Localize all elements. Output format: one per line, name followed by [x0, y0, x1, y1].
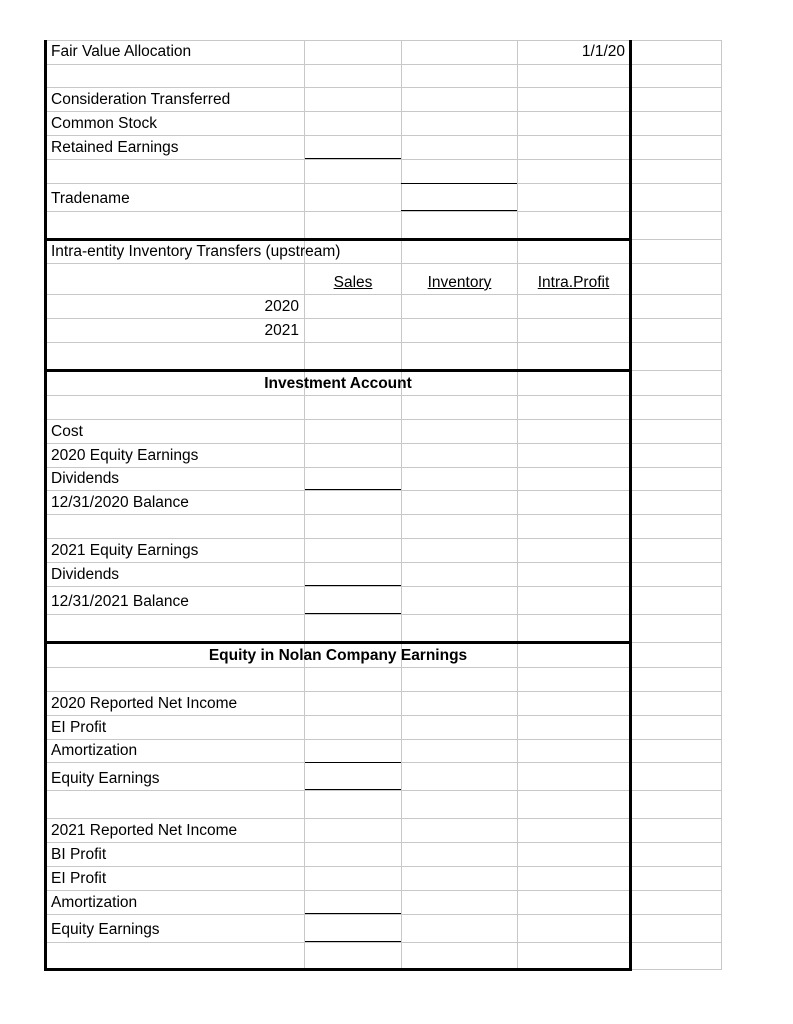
total-line: [305, 613, 401, 614]
row-line: [45, 490, 722, 491]
equity-earnings-2021-total-label: Equity Earnings: [51, 921, 160, 938]
total-line: [305, 489, 401, 490]
col-line: [721, 40, 722, 970]
balance-2021-label: 12/31/2021 Balance: [51, 593, 189, 610]
reported-net-income-2020-label: 2020 Reported Net Income: [51, 695, 238, 712]
row-line: [45, 342, 722, 343]
equity-earnings-2020-label: 2020 Equity Earnings: [51, 447, 199, 464]
retained-earnings-label: Retained Earnings: [51, 139, 179, 156]
cost-label: Cost: [51, 423, 83, 440]
total-line: [305, 941, 401, 942]
tradename-label: Tradename: [51, 190, 130, 207]
dividends-2020-label: Dividends: [51, 470, 120, 487]
section-divider: [44, 369, 632, 372]
intra-entity-title: Intra-entity Inventory Transfers (upstream): [51, 243, 341, 260]
inventory-header: Inventory: [427, 274, 492, 291]
row-line: [45, 914, 722, 915]
ei-profit-2021-label: EI Profit: [51, 870, 107, 887]
total-line: [305, 585, 401, 586]
bi-profit-2021-label: BI Profit: [51, 846, 107, 863]
row-line: [45, 443, 722, 444]
total-line: [401, 183, 517, 184]
common-stock-label: Common Stock: [51, 115, 157, 132]
table-border-bottom: [44, 968, 632, 971]
dividends-2021-label: Dividends: [51, 566, 120, 583]
balance-2020-label: 12/31/2020 Balance: [51, 494, 189, 511]
row-line: [45, 614, 722, 615]
year-2021-label: 2021: [264, 322, 299, 339]
amortization-2020-label: Amortization: [51, 742, 138, 759]
total-line: [305, 762, 401, 763]
total-line: [305, 789, 401, 790]
investment-account-title: Investment Account: [264, 375, 412, 392]
row-line: [45, 111, 722, 112]
equity-earnings-2021-label: 2021 Equity Earnings: [51, 542, 199, 559]
row-line: [45, 395, 722, 396]
fair-value-date: 1/1/20: [581, 43, 625, 60]
reported-net-income-2021-label: 2021 Reported Net Income: [51, 822, 238, 839]
total-line: [305, 158, 401, 159]
row-line: [45, 715, 722, 716]
ei-profit-2020-label: EI Profit: [51, 719, 107, 736]
row-line: [45, 40, 722, 41]
row-line: [45, 790, 722, 791]
row-line: [45, 467, 722, 468]
section-divider: [44, 641, 632, 644]
row-line: [45, 739, 722, 740]
col-line: [304, 40, 305, 970]
consideration-transferred-label: Consideration Transferred: [51, 91, 231, 108]
row-line: [45, 691, 722, 692]
row-line: [45, 842, 722, 843]
row-line: [45, 419, 722, 420]
row-line: [45, 818, 722, 819]
col-line: [517, 40, 518, 970]
year-2020-label: 2020: [264, 298, 299, 315]
equity-earnings-2020-total-label: Equity Earnings: [51, 770, 160, 787]
intra-profit-header: Intra.Profit: [537, 274, 610, 291]
col-line: [401, 40, 402, 970]
row-line: [45, 586, 722, 587]
row-line: [45, 942, 722, 943]
row-line: [45, 263, 722, 264]
equity-earnings-title: Equity in Nolan Company Earnings: [208, 647, 468, 664]
section-divider: [44, 238, 632, 241]
row-line: [45, 562, 722, 563]
row-line: [45, 211, 722, 212]
row-line: [45, 87, 722, 88]
fair-value-title: Fair Value Allocation: [51, 43, 192, 60]
row-line: [45, 318, 722, 319]
row-line: [45, 183, 722, 184]
row-line: [45, 667, 722, 668]
amortization-2021-label: Amortization: [51, 894, 138, 911]
sales-header: Sales: [333, 274, 373, 291]
row-line: [45, 866, 722, 867]
row-line: [45, 514, 722, 515]
table-border-left: [44, 40, 47, 971]
total-line: [401, 210, 517, 211]
row-line: [45, 135, 722, 136]
row-line: [45, 890, 722, 891]
total-line: [305, 913, 401, 914]
row-line: [45, 538, 722, 539]
row-line: [45, 64, 722, 65]
table-border-right: [629, 40, 632, 971]
row-line: [45, 159, 722, 160]
row-line: [45, 294, 722, 295]
